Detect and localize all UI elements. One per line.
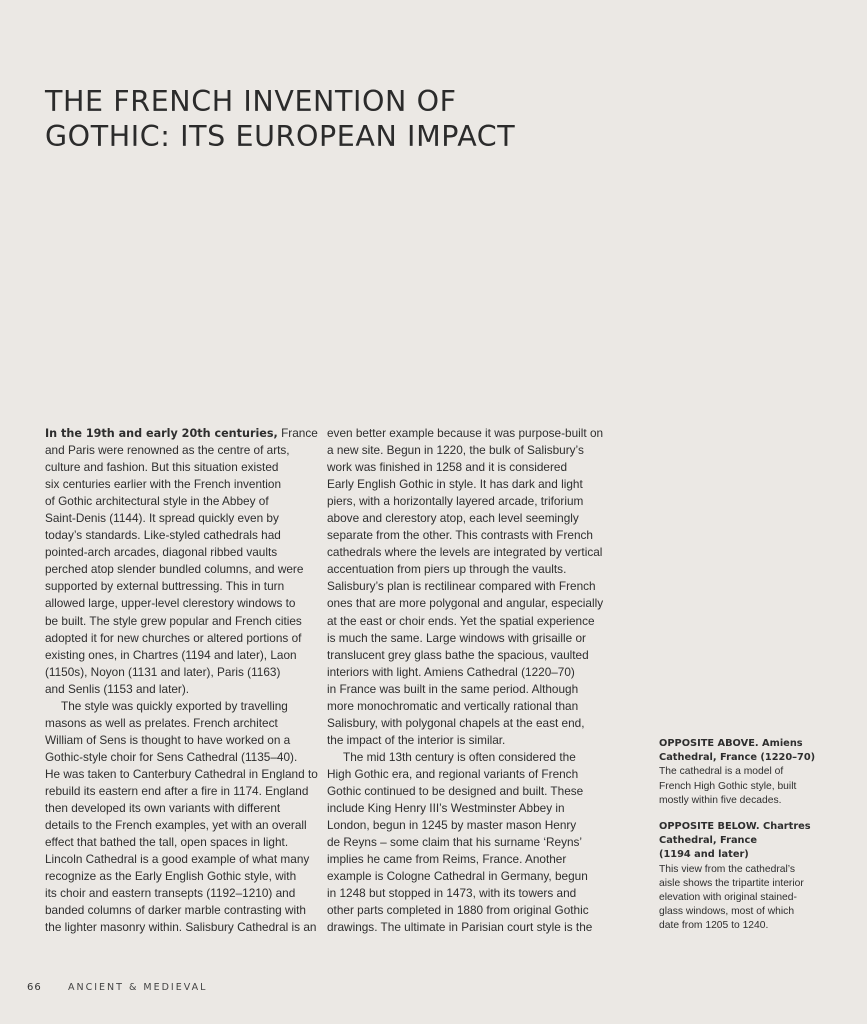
section-name: ANCIENT & MEDIEVAL (68, 982, 208, 993)
figure-caption (659, 737, 829, 808)
text-line: translucent grey glass bathe the spacious, vaulted (327, 647, 589, 662)
text-line: at the east or choir ends. Yet the spatial experience (327, 613, 595, 628)
text-line: the lighter masonry within. Salisbury Cathedral is an (45, 920, 317, 935)
body-column-middle (327, 425, 602, 936)
caption-heading: Cathedral, France (659, 835, 757, 847)
text-line: de Reyns – some claim that his surname ‘Reyns’ (327, 835, 583, 850)
text-line: The style was quickly exported by travelling (61, 698, 288, 713)
text-line: piers, with a horizontally layered arcade, triforium (327, 494, 584, 509)
text-line: include King Henry III’s Westminster Abbey in (327, 801, 565, 816)
text-line: adopted it for new churches or altered portions of (45, 630, 302, 645)
text-line: be built. The style grew popular and French cities (45, 613, 302, 628)
text-line: separate from the other. This contrasts with French (327, 528, 593, 543)
caption-text: date from 1205 to 1240. (659, 920, 769, 932)
text-line: example is Cologne Cathedral in Germany, begun (327, 869, 588, 884)
caption-heading: (1194 and later) (659, 849, 749, 861)
text-line: above and clerestory atop, each level seemingly (327, 511, 579, 526)
text-line: effect that bathed the tall, open spaces in light. (45, 835, 289, 850)
text-line: in 1248 but stopped in 1473, with its towers and (327, 886, 577, 901)
text-line: Saint-Denis (1144). It spread quickly even by (45, 511, 279, 526)
text-line: William of Sens is thought to have worked on a (45, 732, 291, 747)
text-line: more monochromatic and vertically rational than (327, 698, 579, 713)
text-line: Gothic-style choir for Sens Cathedral (1135–40). (45, 749, 298, 764)
text-line: ones that are more polygonal and angular, especially (327, 596, 604, 611)
text-line: Early English Gothic in style. It has dark and light (327, 477, 583, 492)
text-line: other parts completed in 1880 from original Gothic (327, 903, 589, 918)
text-line: recognize as the Early English Gothic style, with (45, 869, 297, 884)
caption-text: aisle shows the tripartite interior (659, 877, 804, 889)
text-line: The mid 13th century is often considered the (343, 749, 576, 764)
caption-heading: OPPOSITE ABOVE. Amiens (659, 738, 803, 749)
title-line-1: THE FRENCH INVENTION OF (45, 85, 457, 118)
text-line: He was taken to Canterbury Cathedral in England to (45, 766, 318, 781)
text-line: the impact of the interior is similar. (327, 732, 506, 747)
text-line: rebuild its eastern end after a fire in 1174. England (45, 783, 309, 798)
captions (659, 737, 829, 946)
text-line: allowed large, upper-level clerestory windows to (45, 596, 296, 611)
title-line-2: GOTHIC: ITS EUROPEAN IMPACT (45, 120, 516, 153)
text-line: Lincoln Cathedral is a good example of what many (45, 852, 310, 867)
caption-text: mostly within five decades. (659, 794, 782, 806)
text-line: in France was built in the same period. Although (327, 681, 579, 696)
text-line: then developed its own variants with different (45, 801, 281, 816)
text-line: and Paris were renowned as the centre of arts, (45, 443, 290, 458)
text-line: culture and fashion. But this situation existed (45, 460, 279, 475)
text-line: of Gothic architectural style in the Abbey of (45, 494, 269, 509)
caption-text: This view from the cathedral’s (659, 863, 796, 875)
text-line: supported by external buttressing. This in turn (45, 579, 285, 594)
page-title (45, 84, 805, 154)
figure-caption (659, 820, 829, 934)
text-line: work was finished in 1258 and it is considered (327, 460, 568, 475)
caption-heading: Cathedral, France (1220–70) (659, 752, 816, 764)
text-line: its choir and eastern transepts (1192–1210) and (45, 886, 296, 901)
caption-heading: OPPOSITE BELOW. Chartres (659, 821, 811, 833)
caption-text: The cathedral is a model of (659, 766, 784, 778)
text-line: Gothic continued to be designed and built. These (327, 783, 584, 798)
text-line: is much the same. Large windows with grisaille or (327, 630, 586, 645)
text-line: six centuries earlier with the French invention (45, 477, 282, 492)
caption-text: elevation with original stained- (659, 892, 797, 904)
text-line: interiors with light. Amiens Cathedral (1220–70) (327, 664, 575, 679)
text-line: Salisbury, with polygonal chapels at the east end, (327, 715, 585, 730)
text-line (45, 425, 317, 442)
text-line: existing ones, in Chartres (1194 and later), Laon (45, 647, 297, 662)
page-number: 66 (27, 982, 42, 993)
text-line: and Senlis (1153 and later). (45, 681, 190, 696)
text-fragment: France (277, 426, 318, 440)
text-line: perched atop slender bundled columns, and were (45, 562, 304, 577)
text-line: a new site. Begun in 1220, the bulk of Salisbury’s (327, 443, 584, 458)
caption-text: glass windows, most of which (659, 906, 795, 918)
text-line: today’s standards. Like-styled cathedrals had (45, 528, 281, 543)
text-line: accentuation from piers up through the vaults. (327, 562, 567, 577)
text-line: pointed-arch arcades, diagonal ribbed vaults (45, 545, 278, 560)
caption-text: French High Gothic style, built (659, 780, 797, 792)
text-line: banded columns of darker marble contrasting with (45, 903, 306, 918)
text-line: implies he came from Reims, France. Another (327, 852, 567, 867)
text-line: (1150s), Noyon (1131 and later), Paris (1163) (45, 664, 281, 679)
body-column-left (45, 425, 317, 936)
text-line: drawings. The ultimate in Parisian court style is the (327, 920, 593, 935)
text-line: details to the French examples, yet with an overall (45, 818, 307, 833)
text-line: London, begun in 1245 by master mason Henry (327, 818, 577, 833)
text-line: Salisbury’s plan is rectilinear compared with French (327, 579, 596, 594)
lead-in: In the 19th and early 20th centuries, (45, 427, 278, 440)
text-line: High Gothic era, and regional variants of French (327, 766, 579, 781)
text-line: cathedrals where the levels are integrated by vertical (327, 545, 603, 560)
text-line: masons as well as prelates. French architect (45, 715, 278, 730)
text-line: even better example because it was purpose-built on (327, 426, 604, 440)
